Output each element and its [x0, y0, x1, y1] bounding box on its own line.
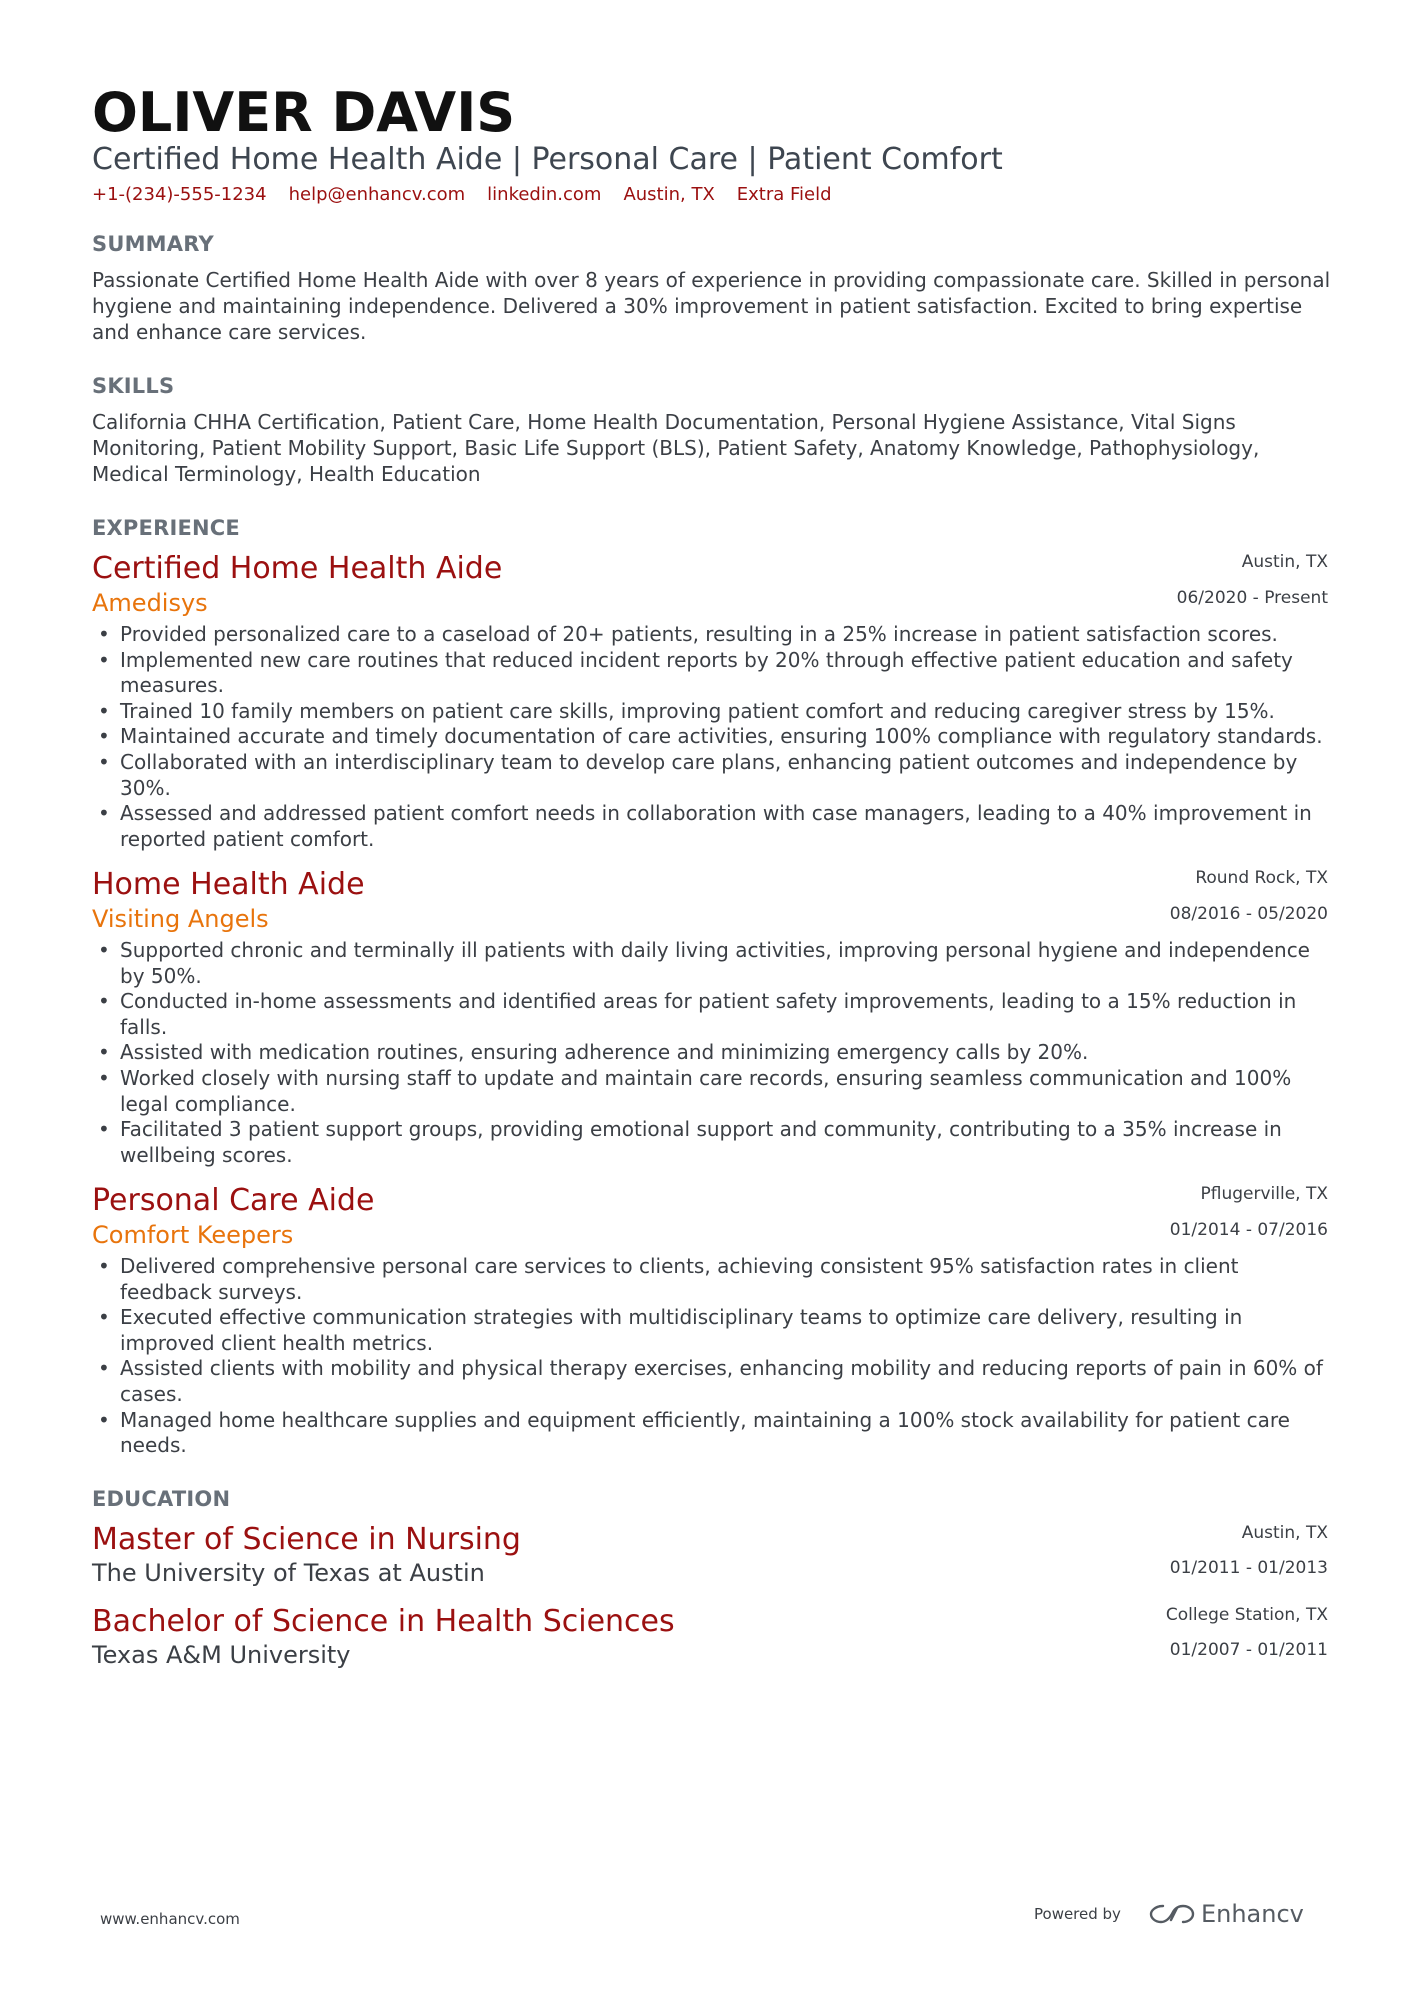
list-item: • Facilitated 3 patient support groups, providing emotional support and community, contributing to a 35% increase in wellbeing scores. [92, 1117, 1332, 1168]
footer-website-link[interactable]: www.enhancv.com [100, 1910, 240, 1928]
job-dates: 01/2014 - 07/2016 [1169, 1220, 1328, 1240]
powered-by-text: Powered by [1034, 1905, 1121, 1923]
enhancv-logo-icon[interactable] [1149, 1900, 1304, 1928]
education-location: College Station, TX [1165, 1605, 1328, 1625]
job-dates: 06/2020 - Present [1176, 588, 1328, 608]
job-location: Pflugerville, TX [1200, 1184, 1328, 1204]
list-item: • Delivered comprehensive personal care services to clients, achieving consistent 95% satisfaction rates in client feedback surveys. [92, 1254, 1332, 1305]
section-title-summary: SUMMARY [92, 232, 214, 256]
list-item: • Implemented new care routines that reduced incident reports by 20% through effective patient education and safety measures. [92, 648, 1332, 699]
degree-title: Master of Science in Nursing [92, 1522, 521, 1557]
job-title: Certified Home Health Aide [92, 551, 503, 586]
education-dates: 01/2011 - 01/2013 [1169, 1558, 1328, 1578]
job-dates: 08/2016 - 05/2020 [1169, 904, 1328, 924]
list-item: • Supported chronic and terminally ill patients with daily living activities, improving personal hygiene and independence by 50%. [92, 938, 1332, 989]
school-name: Texas A&M University [92, 1641, 351, 1669]
section-title-education: EDUCATION [92, 1487, 231, 1511]
candidate-headline: Certified Home Health Aide | Personal Care | Patient Comfort [92, 142, 1003, 177]
section-title-experience: EXPERIENCE [92, 516, 240, 540]
list-item: • Collaborated with an interdisciplinary team to develop care plans, enhancing patient outcomes and independence by 30%. [92, 750, 1332, 801]
phone-link[interactable]: +1-(234)-555-1234 [92, 184, 267, 205]
list-item: • Executed effective communication strategies with multidisciplinary teams to optimize care delivery, resulting in improved client health metrics. [92, 1305, 1332, 1356]
enhancv-brand-text: Enhancv [1200, 1900, 1304, 1928]
education-location: Austin, TX [1241, 1523, 1328, 1543]
section-title-skills: SKILLS [92, 374, 175, 398]
summary-text: Passionate Certified Home Health Aide with over 8 years of experience in providing compassionate care. Skilled in personal hygiene and maintaining independence. Delivered a 30% improvement in patient satisfaction. Excited to bring expertise and enhance care services. [92, 268, 1331, 344]
list-item: • Conducted in-home assessments and identified areas for patient safety improvements, leading to a 15% reduction in falls. [92, 989, 1332, 1040]
job-location: Austin, TX [1241, 552, 1328, 572]
extra-field-text: Extra Field [736, 184, 832, 205]
job-company: Amedisys [92, 589, 208, 617]
list-item: • Provided personalized care to a caseload of 20+ patients, resulting in a 25% increase in patient satisfaction scores. [92, 622, 1332, 648]
job-bullet-list [92, 1254, 1332, 1459]
job-title: Personal Care Aide [92, 1183, 375, 1218]
skills-text: California CHHA Certification, Patient Care, Home Health Documentation, Personal Hygiene Assistance, Vital Signs Monitoring, Patient Mobility Support, Basic Life Support (BLS), Patient Safety, Anatomy Knowledge, Pathophysiology, Medical Terminology, Health Education [92, 410, 1260, 486]
education-dates: 01/2007 - 01/2011 [1169, 1640, 1328, 1660]
list-item: • Worked closely with nursing staff to update and maintain care records, ensuring seamless communication and 100% legal compliance. [92, 1066, 1332, 1117]
list-item: • Maintained accurate and timely documentation of care activities, ensuring 100% compliance with regulatory standards. [92, 724, 1332, 750]
candidate-name: OLIVER DAVIS [92, 81, 516, 144]
school-name: The University of Texas at Austin [92, 1559, 485, 1587]
linkedin-link[interactable]: linkedin.com [487, 184, 602, 205]
list-item: • Trained 10 family members on patient care skills, improving patient comfort and reducing caregiver stress by 15%. [92, 699, 1332, 725]
job-location: Round Rock, TX [1195, 868, 1328, 888]
degree-title: Bachelor of Science in Health Sciences [92, 1604, 675, 1639]
list-item: • Assessed and addressed patient comfort needs in collaboration with case managers, leading to a 40% improvement in reported patient comfort. [92, 801, 1332, 852]
job-bullet-list [92, 622, 1332, 852]
footer-branding [1034, 1900, 1304, 1928]
job-company: Visiting Angels [92, 905, 269, 933]
job-bullet-list [92, 938, 1332, 1168]
list-item: • Assisted clients with mobility and physical therapy exercises, enhancing mobility and reducing reports of pain in 60% of cases. [92, 1356, 1332, 1407]
email-link[interactable]: help@enhancv.com [288, 184, 466, 205]
job-title: Home Health Aide [92, 867, 365, 902]
location-text: Austin, TX [623, 184, 715, 205]
enhancv-logo-mark-icon [1149, 1902, 1195, 1926]
job-company: Comfort Keepers [92, 1221, 294, 1249]
contact-bar [92, 182, 832, 208]
list-item: • Assisted with medication routines, ensuring adherence and minimizing emergency calls by 20%. [92, 1040, 1332, 1066]
list-item: • Managed home healthcare supplies and equipment efficiently, maintaining a 100% stock availability for patient care needs. [92, 1408, 1332, 1459]
